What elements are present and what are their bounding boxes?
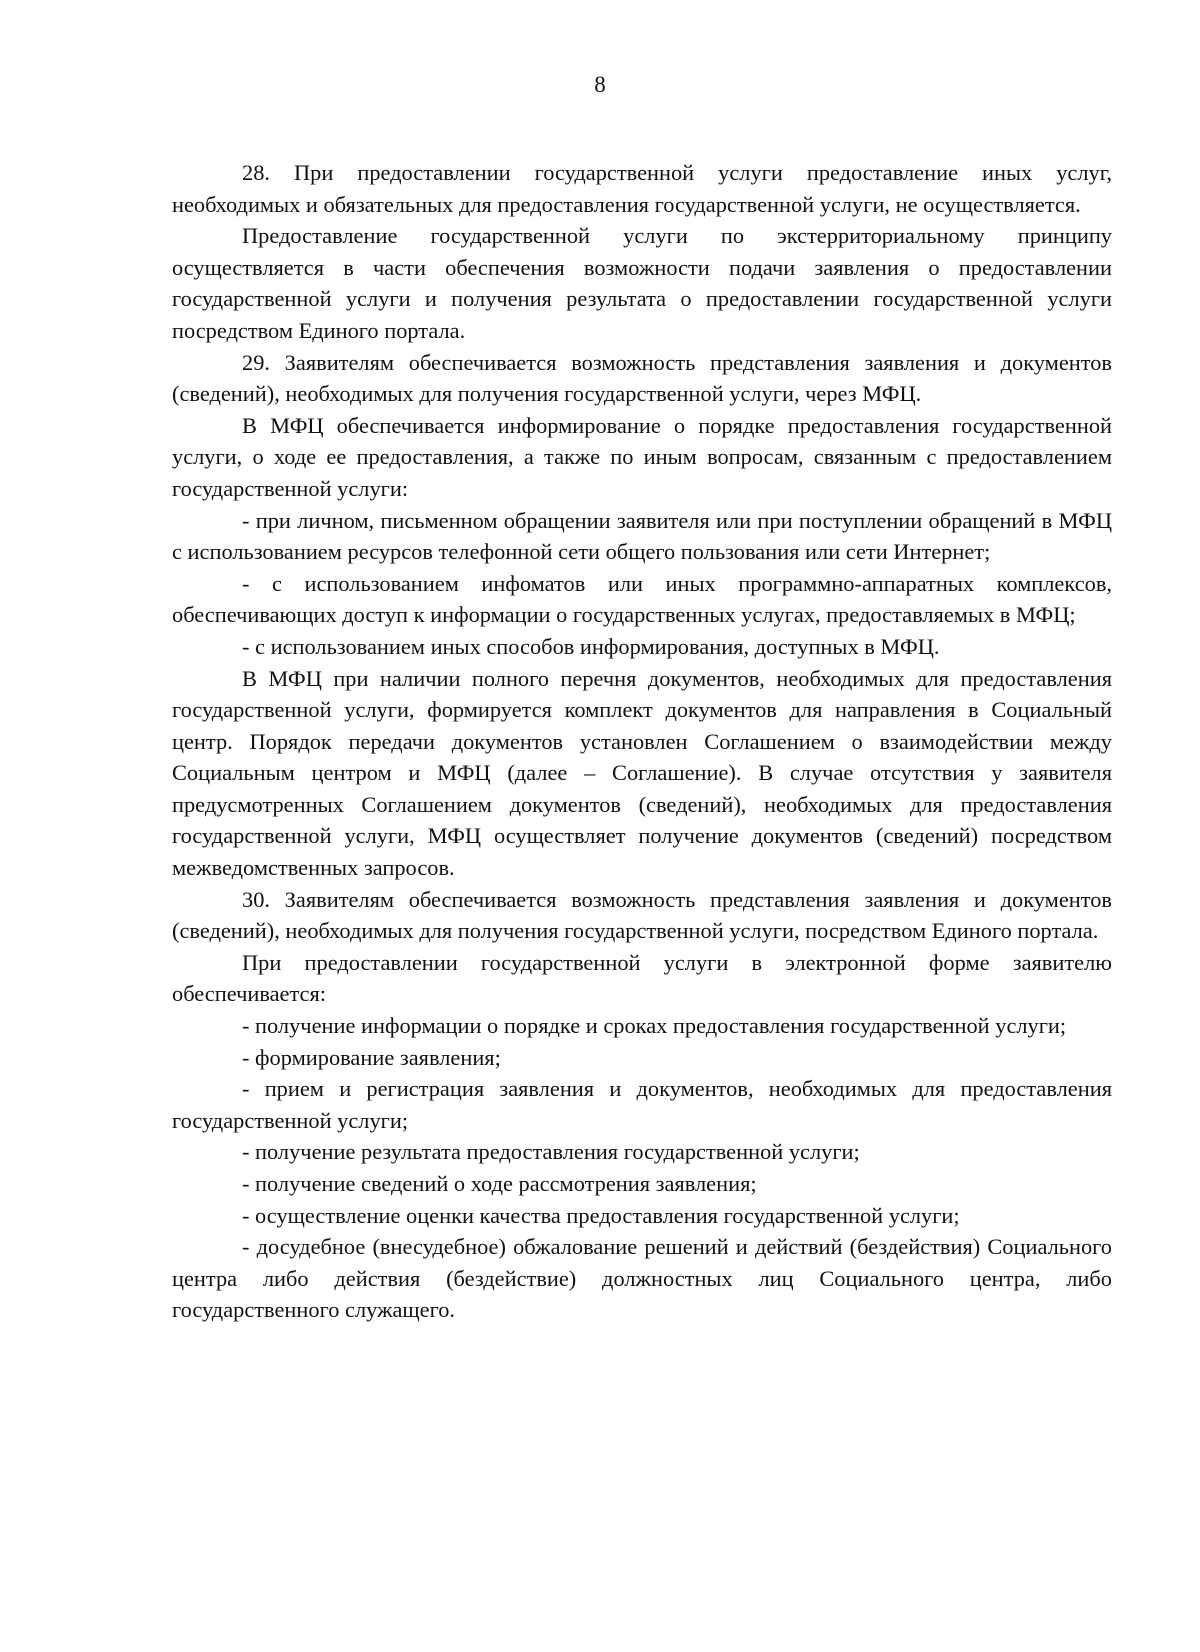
paragraph-mfc-informing: В МФЦ обеспечивается информирование о порядке предоставления государственной услуги, о ходе ее предоставления, а также по иным вопросам, связанным с предоставлением государственной услуги:	[172, 412, 1112, 501]
paragraph-29: 29. Заявителям обеспечивается возможность представления заявления и документов (сведений), необходимых для получения государственной услуги, через МФЦ.	[172, 349, 1112, 407]
list-item-other-methods: - с использованием иных способов информирования, доступных в МФЦ.	[242, 633, 940, 659]
list-item-form-application: - формирование заявления;	[242, 1044, 501, 1070]
list-item-registration: - прием и регистрация заявления и документов, необходимых для предоставления государственной услуги;	[172, 1076, 1112, 1133]
list-item-quality: - осуществление оценки качества предоставления государственной услуги;	[242, 1202, 960, 1228]
paragraph-mfc-documents: В МФЦ при наличии полного перечня документов, необходимых для предоставления государственной услуги, формируется комплект документов для направления в Социальный центр. Порядок передачи документов установлен Соглашением о взаимодействии между Социальным центром и МФЦ (далее – Соглашение). В случае отсутствия у заявителя предусмотренных Соглашением документов (сведений), необходимых для предоставления государственной услуги, МФЦ осуществляет получение документов (сведений) посредством межведомственных запросов.	[172, 665, 1112, 881]
document-body	[172, 157, 1112, 1326]
page-number: 8	[594, 72, 606, 97]
paragraph-30: 30. Заявителям обеспечивается возможность представления заявления и документов (сведений), необходимых для получения государственной услуги, посредством Единого портала.	[172, 886, 1112, 944]
paragraph-extraterritorial: Предоставление государственной услуги по экстерриториальному принципу осуществляется в части обеспечения возможности подачи заявления о предоставлении государственной услуги и получения результата о предоставлении государственной услуги посредством Единого портала.	[172, 223, 1112, 343]
list-item-info-terms: - получение информации о порядке и сроках предоставления государственной услуги;	[242, 1013, 1067, 1039]
list-item-infomats: - с использованием инфоматов или иных программно-аппаратных комплексов, обеспечивающих доступ к информации о государственных услугах, предоставляемых в МФЦ;	[172, 570, 1112, 628]
paragraph-electronic-form: При предоставлении государственной услуги в электронной форме заявителю обеспечивается:	[172, 949, 1112, 1007]
list-item-appeal: - досудебное (внесудебное) обжалование решений и действий (бездействия) Социального центра либо действия (бездействие) должностных лиц Социального центра, либо государственного служащего.	[172, 1234, 1112, 1323]
list-item-progress: - получение сведений о ходе рассмотрения заявления;	[242, 1171, 757, 1196]
list-item-result: - получение результата предоставления государственной услуги;	[242, 1139, 860, 1165]
list-item-personal-appeal: - при личном, письменном обращении заявителя или при поступлении обращений в МФЦ с использованием ресурсов телефонной сети общего пользования или сети Интернет;	[172, 507, 1112, 565]
paragraph-28: 28. При предоставлении государственной услуги предоставление иных услуг, необходимых и обязательных для предоставления государственной услуги, не осуществляется.	[172, 160, 1112, 217]
